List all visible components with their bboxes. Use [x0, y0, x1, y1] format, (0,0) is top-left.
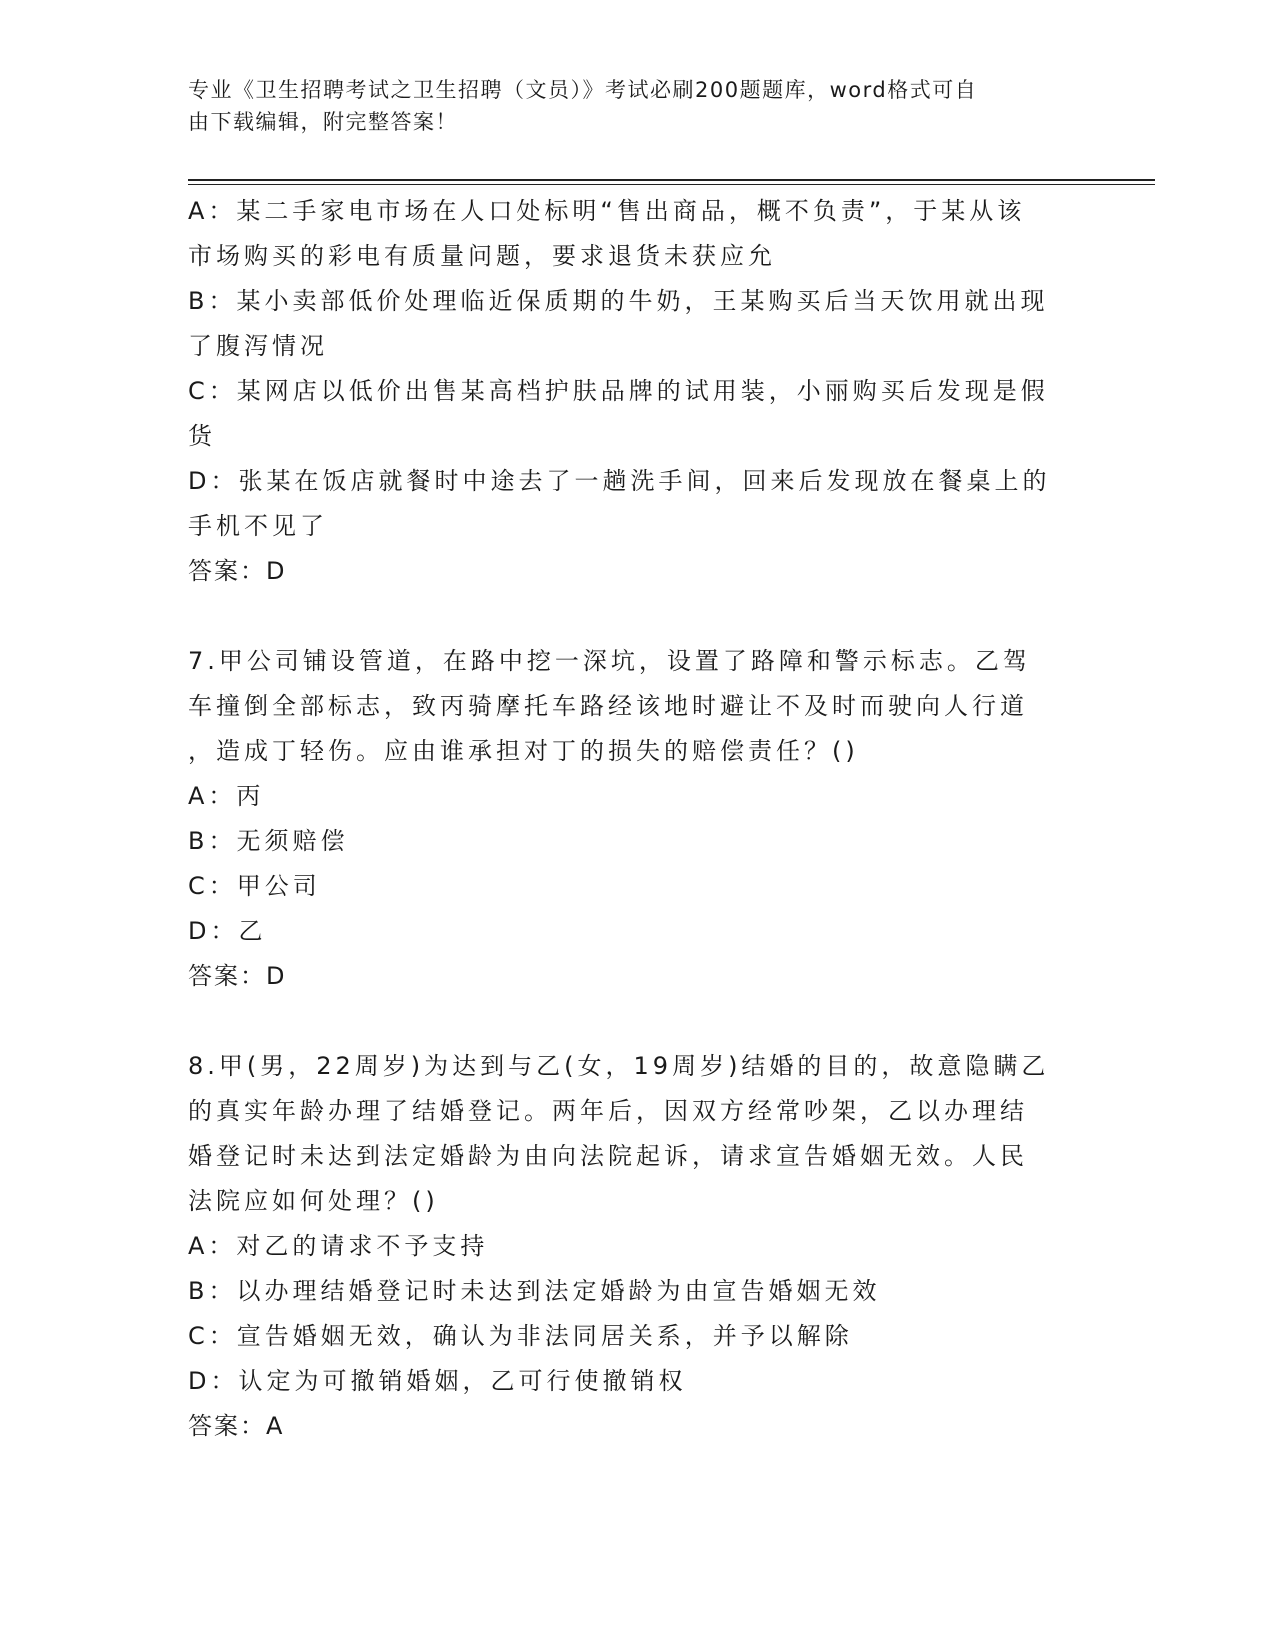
- header-title-line-2: 由下载编辑，附完整答案！: [188, 110, 458, 134]
- q6-option-c-line-2: 货: [188, 422, 216, 450]
- q6-option-c: [188, 369, 1088, 459]
- spacer: [188, 999, 1088, 1044]
- q6-option-a-line-2: 市场购买的彩电有质量问题，要求退货未获应允: [188, 242, 776, 270]
- q7-stem-line-3: ，造成丁轻伤。应由谁承担对丁的损失的赔偿责任？(): [188, 737, 859, 765]
- document-header: [188, 74, 1068, 138]
- q7-option-a: A：丙: [188, 782, 265, 810]
- q8-option-c: C：宣告婚姻无效，确认为非法同居关系，并予以解除: [188, 1322, 853, 1350]
- question-6: [188, 189, 1088, 594]
- q6-option-b-line-2: 了腹泻情况: [188, 332, 328, 360]
- q6-option-a-line-1: A：某二手家电市场在人口处标明“售出商品，概不负责”，于某从该: [188, 197, 1026, 225]
- q6-option-d-line-1: D：张某在饭店就餐时中途去了一趟洗手间，回来后发现放在餐桌上的: [188, 467, 1051, 495]
- q8-option-a: A：对乙的请求不予支持: [188, 1232, 489, 1260]
- q6-answer: 答案：D: [188, 557, 287, 585]
- header-divider-thin: [188, 184, 1155, 185]
- header-title-line-1: 专业《卫生招聘考试之卫生招聘（文员）》考试必刷200题题库，word格式可自: [188, 78, 978, 102]
- q7-option-d: D：乙: [188, 917, 267, 945]
- header-divider-thick: [188, 179, 1155, 181]
- spacer: [188, 594, 1088, 639]
- q6-option-c-line-1: C：某网店以低价出售某高档护肤品牌的试用装，小丽购买后发现是假: [188, 377, 1049, 405]
- q6-option-a: [188, 189, 1088, 279]
- question-content: [188, 189, 1088, 1449]
- q8-answer: 答案：A: [188, 1412, 285, 1440]
- q8-stem-line-2: 的真实年龄办理了结婚登记。两年后，因双方经常吵架，乙以办理结: [188, 1097, 1028, 1125]
- q7-option-c: C：甲公司: [188, 872, 321, 900]
- q6-option-b-line-1: B：某小卖部低价处理临近保质期的牛奶，王某购买后当天饮用就出现: [188, 287, 1049, 315]
- q8-option-b: B：以办理结婚登记时未达到法定婚龄为由宣告婚姻无效: [188, 1277, 881, 1305]
- q6-option-d: [188, 459, 1088, 549]
- q7-stem-line-2: 车撞倒全部标志，致丙骑摩托车路经该地时避让不及时而驶向人行道: [188, 692, 1028, 720]
- q7-stem-line-1: 7.甲公司铺设管道，在路中挖一深坑，设置了路障和警示标志。乙驾: [188, 647, 1031, 675]
- q7-stem: [188, 639, 1088, 774]
- question-7: [188, 639, 1088, 999]
- q8-stem-line-3: 婚登记时未达到法定婚龄为由向法院起诉，请求宣告婚姻无效。人民: [188, 1142, 1028, 1170]
- q8-stem-line-1: 8.甲(男，22周岁)为达到与乙(女，19周岁)结婚的目的，故意隐瞒乙: [188, 1052, 1050, 1080]
- q8-stem: [188, 1044, 1088, 1224]
- q7-answer: 答案：D: [188, 962, 287, 990]
- q6-option-b: [188, 279, 1088, 369]
- q8-option-d: D：认定为可撤销婚姻，乙可行使撤销权: [188, 1367, 687, 1395]
- question-8: [188, 1044, 1088, 1449]
- q8-stem-line-4: 法院应如何处理？(): [188, 1187, 439, 1215]
- q7-option-b: B：无须赔偿: [188, 827, 349, 855]
- q6-option-d-line-2: 手机不见了: [188, 512, 328, 540]
